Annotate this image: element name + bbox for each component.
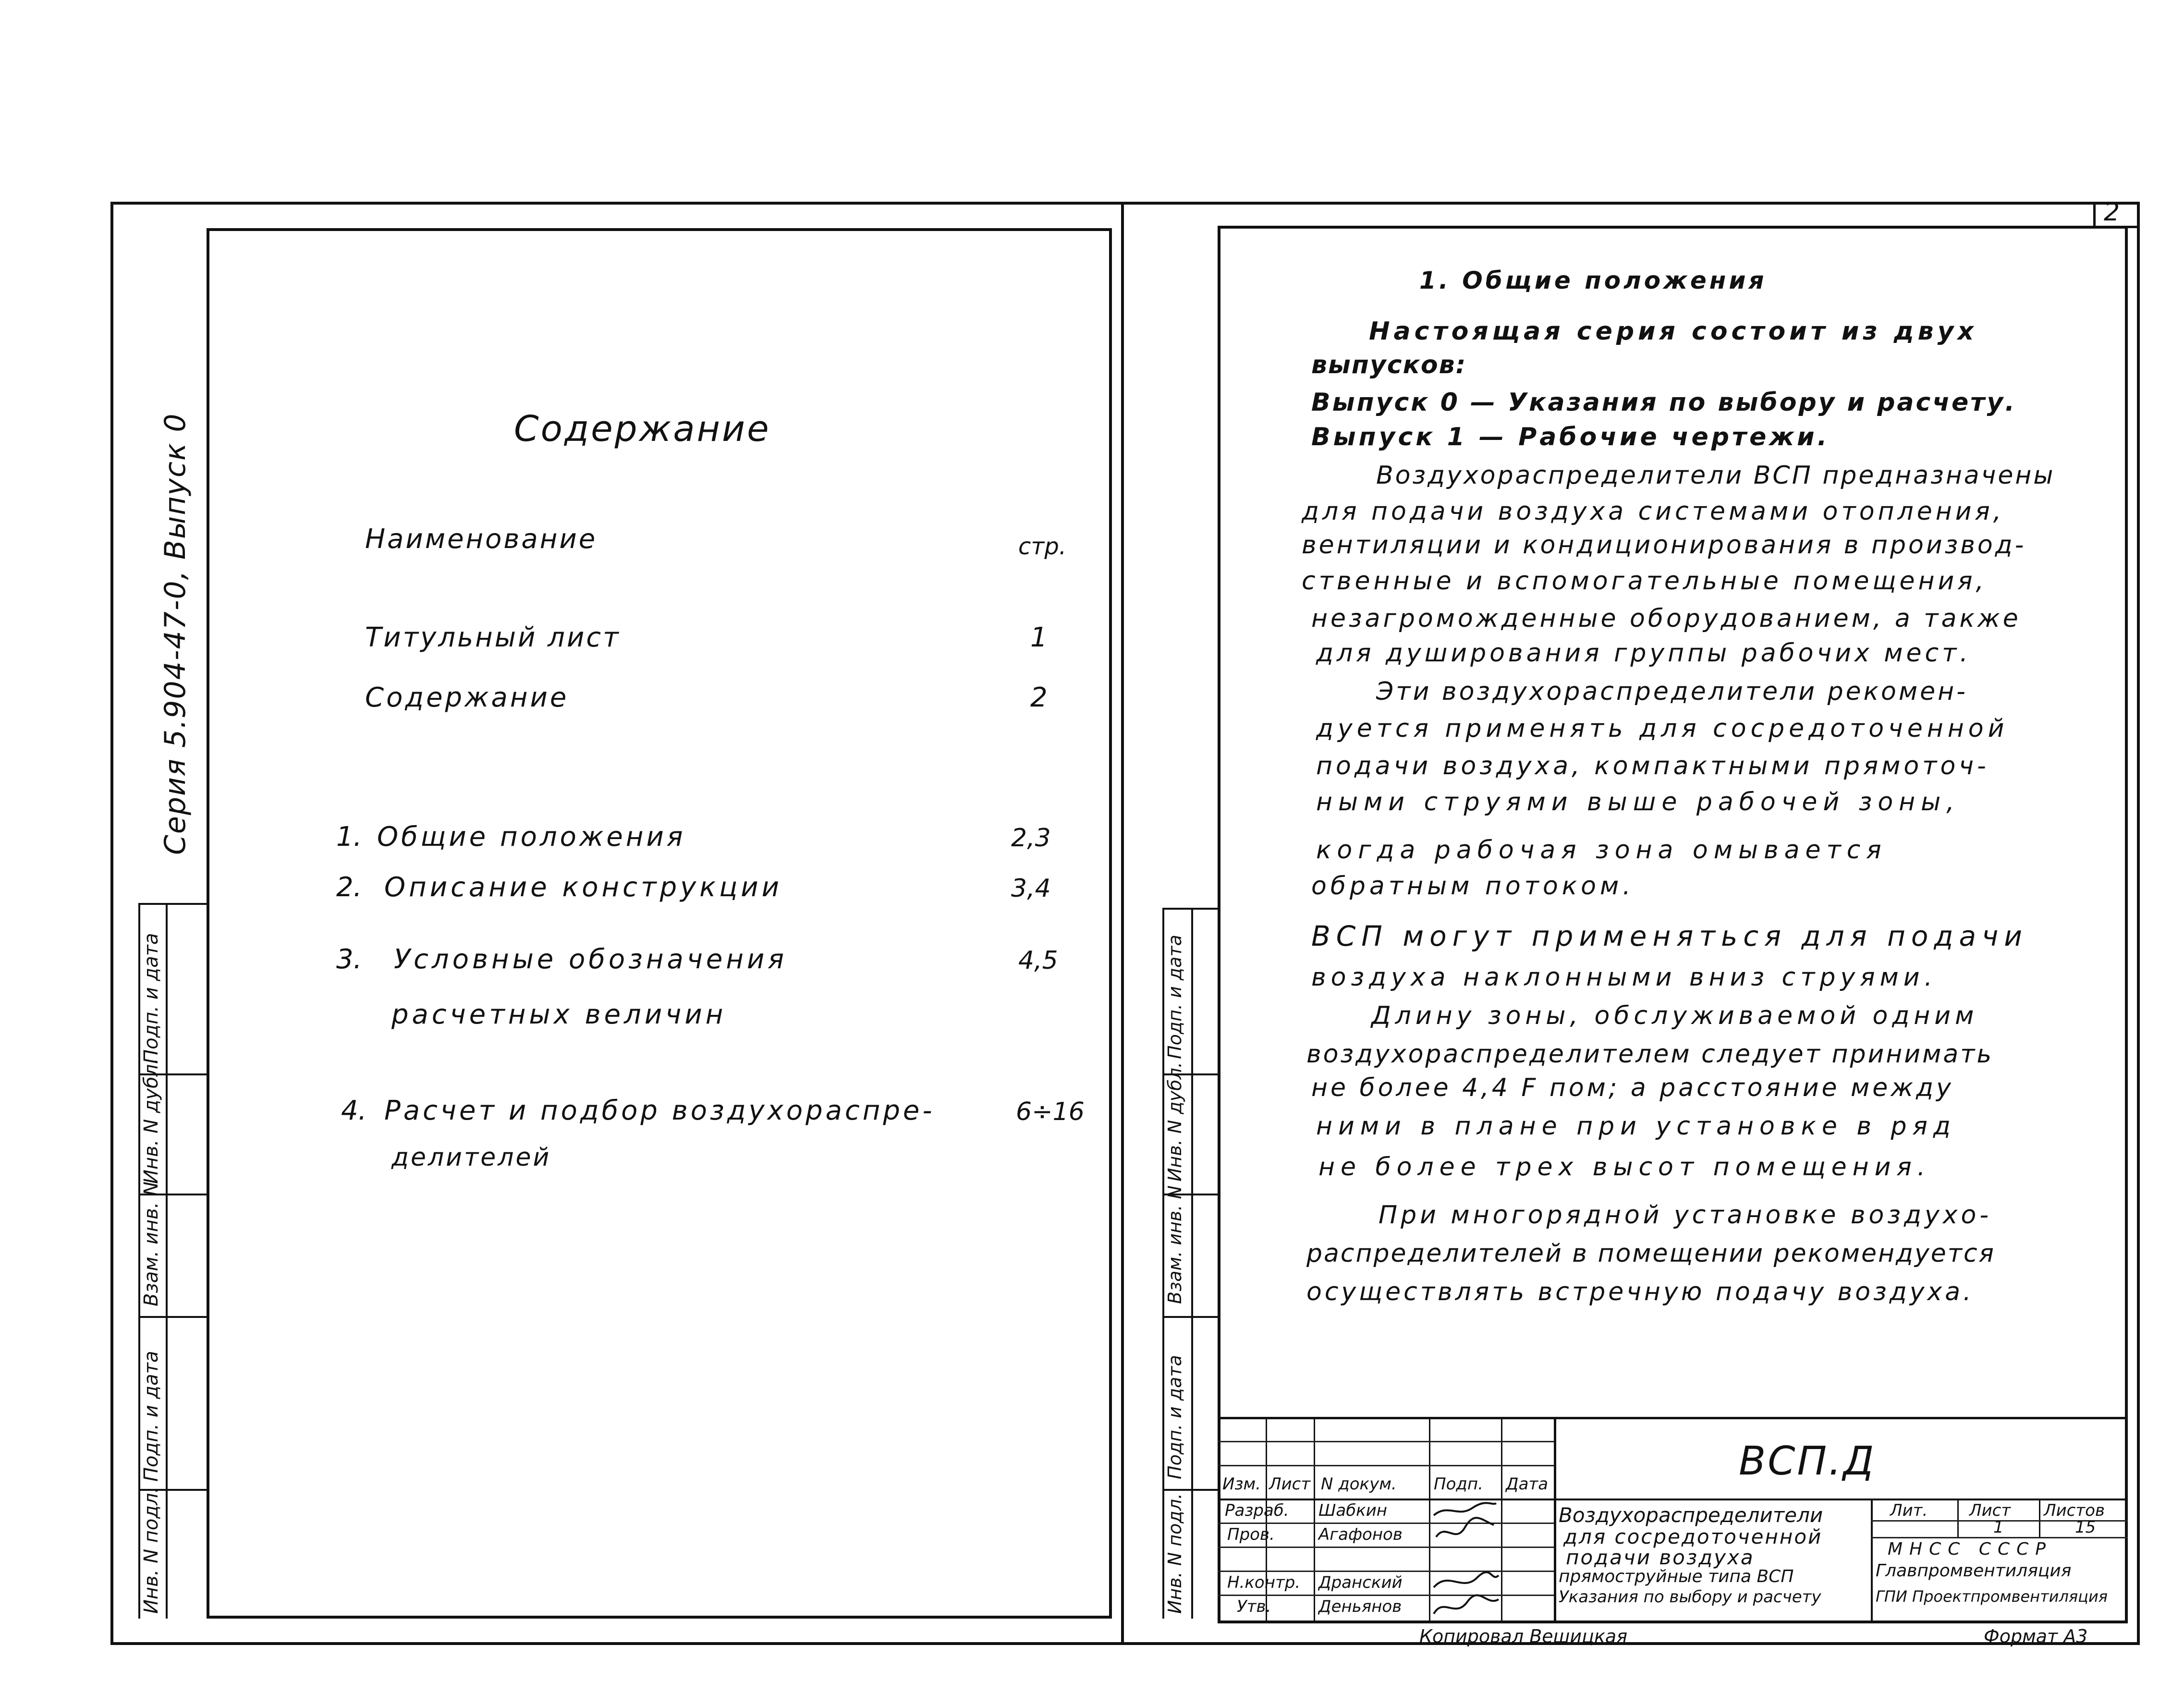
body-line: выпусков: [1311, 351, 1467, 379]
title-block-row [1218, 1523, 1554, 1524]
toc-item-page: 2 [1030, 682, 1048, 713]
tb-org-line: ГПИ Проектпромвентиляция [1876, 1587, 2108, 1606]
title-block-row [1218, 1465, 1554, 1466]
tb-role: Разраб. [1225, 1501, 1289, 1520]
footer-format: Формат А3 [1984, 1626, 2088, 1647]
toc-section-page: 3,4 [1011, 874, 1051, 903]
toc-section-title: Условные обозначения [394, 944, 788, 975]
tb-list-col [2039, 1499, 2040, 1537]
body-line: для душирования группы рабочих мест. [1316, 639, 1971, 668]
tb-name: Агафонов [1318, 1525, 1403, 1544]
body-line: не более 4,4 F пом; а расстояние между [1311, 1073, 1954, 1102]
title-block-col [1501, 1417, 1502, 1623]
body-line: Выпуск 1 — Рабочие чертежи. [1311, 423, 1830, 451]
toc-title: Содержание [514, 408, 771, 450]
body-line: Выпуск 0 — Указания по выбору и расчету. [1311, 388, 2017, 417]
body-line: ственные и вспомогательные помещения, [1302, 567, 1988, 596]
body-line: для подачи воздуха системами отопления, [1302, 497, 2005, 526]
tb-lit-row [1871, 1537, 2128, 1538]
tb-role: Пров. [1227, 1525, 1275, 1544]
tb-name: Шабкин [1318, 1501, 1388, 1520]
toc-item: Титульный лист [365, 622, 621, 653]
body-line: Эти воздухораспределители рекомен- [1376, 677, 1968, 706]
tb-desc-line: Воздухораспределители [1559, 1503, 1823, 1527]
body-line: не более трех высот помещения. [1318, 1153, 1931, 1182]
tb-sheets-label: Листов [2044, 1501, 2105, 1520]
body-line: ВСП могут применяться для подачи [1311, 920, 2028, 952]
series-label: Серия 5.904-47-0, Выпуск 0 [159, 413, 192, 855]
left-stamp-rule [138, 1316, 208, 1318]
title-block-top [1218, 1417, 2128, 1419]
toc-section-title-cont: расчетных величин [391, 999, 727, 1030]
tb-code: ВСП.Д [1739, 1438, 1876, 1484]
title-block-row [1218, 1571, 1554, 1572]
tb-org-line: МНСС СССР [1888, 1539, 2052, 1559]
body-line: когда рабочая зона омывается [1316, 836, 1887, 865]
title-block-row [1218, 1499, 2128, 1500]
title-block-row [1218, 1441, 1554, 1442]
footer-copied: Копировал Вешицкая [1419, 1626, 1628, 1647]
right-stamp-cell-label: Инв. N подл. [1164, 1493, 1185, 1614]
title-block-divider [1554, 1417, 1556, 1623]
left-stamp-cell-label: Инв. N подл. [140, 1487, 162, 1614]
toc-section-title: Расчет и подбор воздухораспре- [384, 1095, 935, 1126]
title-block-col [1266, 1417, 1267, 1623]
toc-section-num: 1. [336, 821, 362, 853]
left-stamp-cell-label: Подп. и дата [140, 933, 162, 1064]
tb-desc-line: подачи воздуха [1566, 1546, 1755, 1569]
toc-section-page: 6÷16 [1016, 1097, 1085, 1126]
body-line: ними в плане при установке в ряд [1316, 1112, 1956, 1141]
tb-header-izm: Изм. [1222, 1474, 1261, 1494]
body-line: Длину зоны, обслуживаемой одним [1371, 1001, 1978, 1030]
toc-section-num: 2. [336, 872, 362, 903]
tb-header-ndok: N докум. [1321, 1474, 1397, 1494]
right-stamp-rule [1162, 1316, 1219, 1318]
toc-header-page: стр. [1018, 533, 1067, 560]
tb-desc-line: прямоструйные типа ВСП [1559, 1567, 1794, 1586]
right-stamp-cell-label: Подп. и дата [1164, 1355, 1185, 1479]
tb-name: Дранский [1318, 1573, 1403, 1592]
body-line: дуется применять для сосредоточенной [1316, 714, 2009, 743]
tb-header-data: Дата [1506, 1474, 1549, 1494]
right-stamp-cell-label: Взам. инв. N [1164, 1185, 1185, 1304]
body-line: Воздухораспределители ВСП предназначены [1376, 461, 2055, 490]
left-stamp-cell-label: Инв. N дубл. [140, 1058, 162, 1184]
body-line: обратным потоком. [1311, 872, 1635, 901]
left-stamp-cell-label: Подп. и дата [140, 1351, 162, 1482]
body-line: осуществлять встречную подачу воздуха. [1306, 1278, 1974, 1306]
toc-header-name: Наименование [365, 524, 598, 555]
toc-section-title: Общие положения [377, 821, 686, 853]
left-stamp-divider [166, 903, 168, 1619]
toc-section-num: 3. [336, 944, 362, 975]
section-heading: 1. Общие положения [1419, 267, 1767, 294]
toc-section-page: 4,5 [1018, 946, 1058, 975]
right-stamp-rule [1162, 1489, 1219, 1491]
page-number: 2 [2104, 198, 2120, 227]
left-stamp-cell-label: Взам. инв. N [140, 1182, 162, 1306]
tb-header-podp: Подп. [1434, 1474, 1483, 1494]
title-block-row [1218, 1547, 1554, 1548]
signature-marks [1429, 1499, 1501, 1623]
body-line: Настоящая серия состоит из двух [1369, 317, 1978, 346]
tb-sheets-value: 15 [2075, 1518, 2096, 1537]
tb-role: Н.контр. [1227, 1573, 1301, 1592]
tb-desc-line: для сосредоточенной [1563, 1525, 1823, 1548]
right-stamp-divider [1191, 908, 1193, 1619]
tb-lit-col [1957, 1499, 1959, 1537]
tb-lit-label: Лит. [1890, 1501, 1928, 1520]
right-stamp-cell-label: Инв. N дубл. [1164, 1062, 1185, 1182]
body-line: вентиляции и кондиционирования в производ- [1302, 531, 2026, 560]
tb-name: Деньянов [1318, 1597, 1402, 1616]
tb-org-line: Главпромвентиляция [1876, 1561, 2072, 1581]
body-line: ными струями выше рабочей зоны, [1316, 788, 1960, 816]
tb-header-list: Лист [1269, 1474, 1311, 1494]
toc-item: Содержание [365, 682, 569, 713]
toc-section-title-cont: делителей [391, 1143, 551, 1172]
title-block-col [1314, 1417, 1315, 1623]
tb-right-divider [1871, 1499, 1873, 1623]
toc-section-page: 2,3 [1011, 824, 1051, 853]
left-stamp-rule [138, 903, 208, 905]
title-block-row [1218, 1595, 1554, 1596]
body-line: воздухораспределителем следует принимать [1306, 1040, 1994, 1069]
body-line: незагроможденные оборудованием, а также [1311, 604, 2021, 633]
body-line: При многорядной установке воздухо- [1379, 1201, 1992, 1230]
right-stamp-rule [1162, 908, 1219, 910]
tb-sheet-label: Лист [1969, 1501, 2011, 1520]
toc-section-num: 4. [341, 1095, 367, 1126]
toc-item-page: 1 [1030, 622, 1048, 653]
tb-desc-line: Указания по выбору и расчету [1559, 1587, 1821, 1607]
toc-section-title: Описание конструкции [384, 872, 782, 903]
right-stamp-cell-label: Подп. и дата [1164, 935, 1185, 1059]
body-line: подачи воздуха, компактными прямоточ- [1316, 752, 1989, 780]
tb-role: Утв. [1237, 1597, 1271, 1616]
body-line: воздуха наклонными вниз струями. [1311, 963, 1938, 992]
tb-sheet-value: 1 [1993, 1518, 2004, 1537]
body-line: распределителей в помещении рекомендуется [1306, 1239, 1995, 1268]
